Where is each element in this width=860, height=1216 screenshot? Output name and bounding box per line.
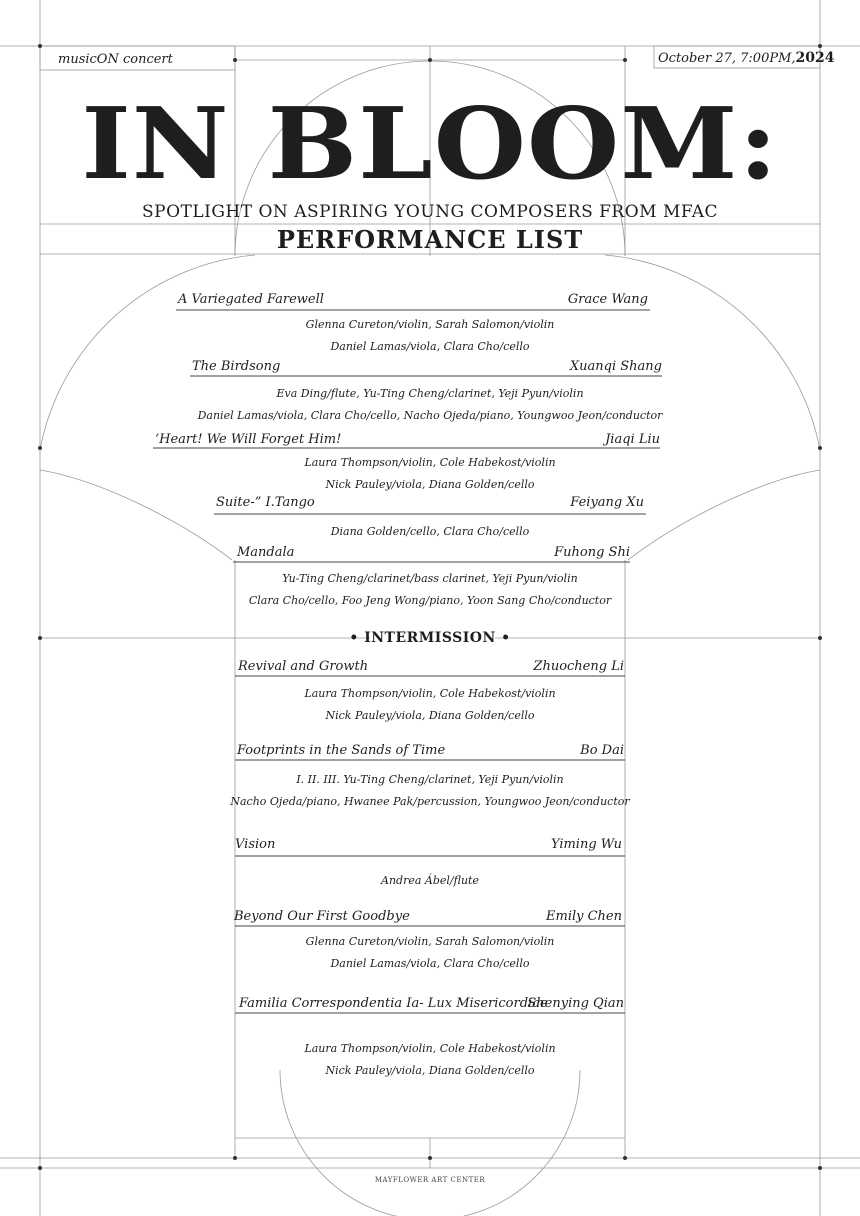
- concert-title: IN BLOOM:: [81, 87, 779, 202]
- piece-composer: Feiyang Xu: [570, 495, 644, 510]
- piece-composer: Bo Dai: [580, 743, 624, 758]
- performers-line: Nacho Ojeda/piano, Hwanee Pak/percussion, Youngwoo Jeon/conductor: [230, 795, 630, 808]
- performers-line: Laura Thompson/violin, Cole Habekost/violin: [304, 456, 556, 469]
- concert-date: [658, 50, 835, 66]
- concert-series: musicON concert: [58, 52, 173, 67]
- performers-line: Eva Ding/flute, Yu-Ting Cheng/clarinet, Yeji Pyun/violin: [276, 387, 584, 400]
- performers-line: Nick Pauley/viola, Diana Golden/cello: [325, 709, 535, 722]
- performers-line: Glenna Cureton/violin, Sarah Salomon/violin: [305, 318, 555, 331]
- piece-title: ‘Heart! We Will Forget Him!: [155, 432, 342, 447]
- venue-footer: MAYFLOWER ART CENTER: [374, 1176, 486, 1184]
- piece-composer: Jiaqi Liu: [605, 432, 660, 447]
- performers-line: I. II. III. Yu-Ting Cheng/clarinet, Yeji Pyun/violin: [296, 773, 564, 786]
- piece-composer: Emily Chen: [546, 909, 622, 924]
- performers-line: Nick Pauley/viola, Diana Golden/cello: [325, 1064, 535, 1077]
- piece-title: A Variegated Farewell: [178, 292, 324, 307]
- performers-line: Nick Pauley/viola, Diana Golden/cello: [325, 478, 535, 491]
- performers-line: Laura Thompson/violin, Cole Habekost/violin: [304, 687, 556, 700]
- piece-title: The Birdsong: [192, 359, 281, 374]
- piece-title: Revival and Growth: [238, 659, 369, 674]
- year: 2024: [795, 50, 835, 66]
- section-title: PERFORMANCE LIST: [276, 225, 584, 254]
- piece-title: Suite-” I.Tango: [216, 495, 315, 510]
- piece-title: Beyond Our First Goodbye: [234, 909, 410, 924]
- piece-title: Mandala: [237, 545, 295, 560]
- performers-line: Daniel Lamas/viola, Clara Cho/cello, Nacho Ojeda/piano, Youngwoo Jeon/conductor: [197, 409, 663, 422]
- piece-title: Vision: [235, 837, 276, 852]
- piece-composer: Fuhong Shi: [554, 545, 630, 560]
- performers-line: Yu-Ting Cheng/clarinet/bass clarinet, Yeji Pyun/violin: [282, 572, 578, 585]
- performers-line: Laura Thompson/violin, Cole Habekost/violin: [304, 1042, 556, 1055]
- piece-title: Footprints in the Sands of Time: [237, 743, 446, 758]
- performers-line: Andrea Ábel/flute: [381, 874, 479, 887]
- piece-composer: Yiming Wu: [550, 837, 622, 852]
- piece-composer: Shenying Qian: [527, 996, 624, 1011]
- piece-composer: Xuanqi Shang: [569, 359, 662, 374]
- piece-title: Familia Correspondentia Ia- Lux Misericordiae: [239, 996, 548, 1011]
- date-text: October 27, 7:00PM,: [658, 51, 796, 66]
- piece-composer: Zhuocheng Li: [533, 659, 624, 674]
- performers-line: Daniel Lamas/viola, Clara Cho/cello: [330, 957, 530, 970]
- concert-subtitle: SPOTLIGHT ON ASPIRING YOUNG COMPOSERS FROM MFAC: [141, 202, 718, 222]
- performers-line: Clara Cho/cello, Foo Jeng Wong/piano, Yoon Sang Cho/conductor: [248, 594, 612, 607]
- performers-line: Glenna Cureton/violin, Sarah Salomon/violin: [305, 935, 555, 948]
- performers-line: Diana Golden/cello, Clara Cho/cello: [330, 525, 530, 538]
- intermission: • INTERMISSION •: [349, 630, 511, 646]
- performers-line: Daniel Lamas/viola, Clara Cho/cello: [330, 340, 530, 353]
- piece-composer: Grace Wang: [567, 292, 648, 307]
